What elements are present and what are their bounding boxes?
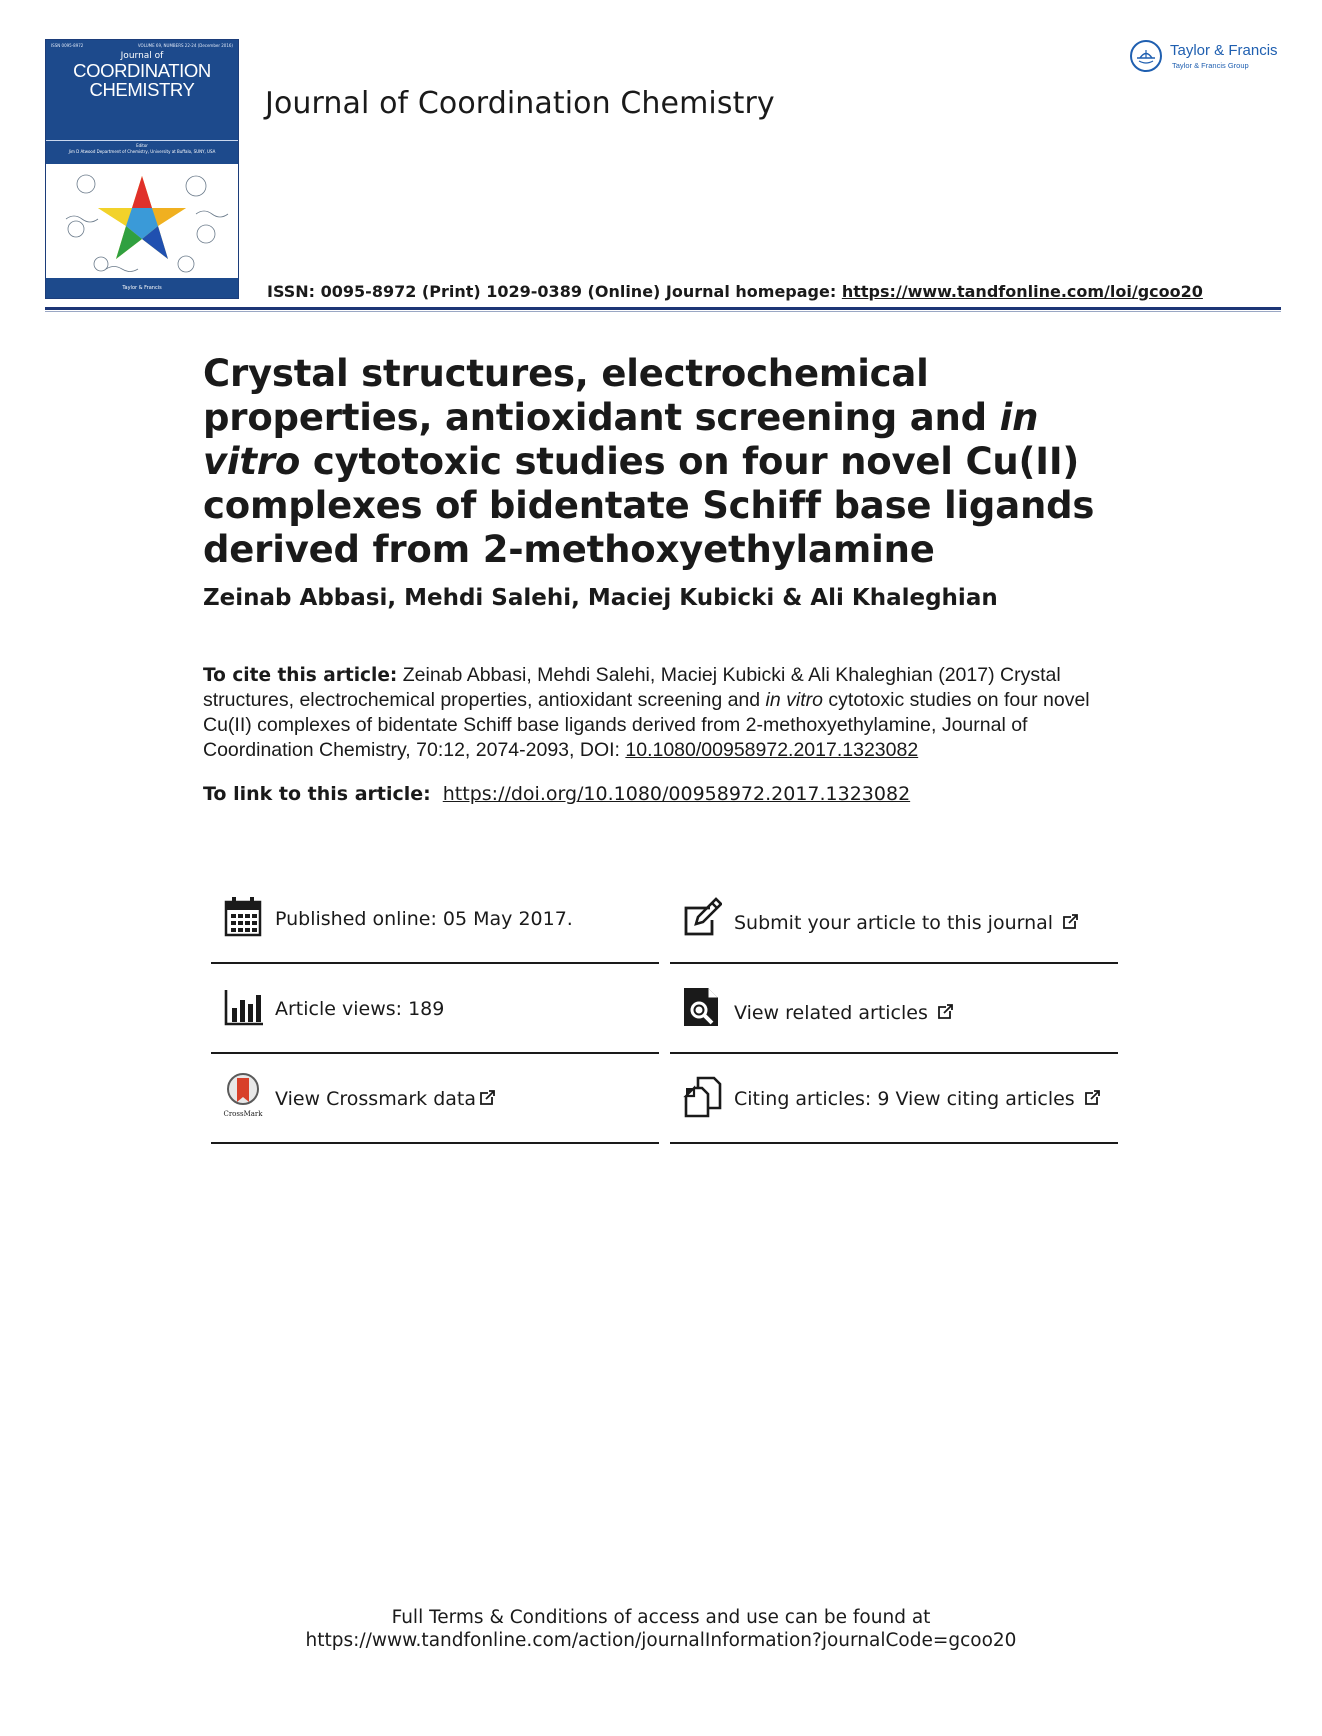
cover-volume: VOLUME 69, NUMBERS 22-24 (December 2016)	[137, 43, 233, 48]
terms-line1: Full Terms & Conditions of access and use can be found at	[391, 1607, 931, 1628]
article-link-line	[203, 783, 910, 805]
article-title-part2: cytotoxic studies on four novel Cu(II) complexes of bidentate Schiff base ligands derived from 2-methoxyethylamine	[203, 440, 1095, 571]
header-divider	[45, 307, 1281, 310]
journal-cover	[45, 39, 239, 299]
cell-divider	[211, 1142, 659, 1144]
citing-articles-text[interactable]: Citing articles: 9 View citing articles	[734, 1088, 1075, 1110]
link-label: To link to this article:	[203, 783, 431, 805]
cite-doi-link[interactable]: 10.1080/00958972.2017.1323082	[625, 739, 919, 761]
copy-documents-icon	[682, 1076, 722, 1118]
header-divider-thin	[45, 311, 1281, 312]
cover-title-line1: COORDINATION	[73, 60, 211, 81]
cite-label: To cite this article:	[203, 665, 398, 686]
crossmark-text[interactable]: View Crossmark data	[275, 1088, 477, 1110]
cover-editor: Jim D Atwood Department of Chemistry, University at Buffalo, SUNY, USA	[68, 149, 216, 154]
article-title-italic: in vitro	[203, 396, 1039, 483]
article-title-part1: Crystal structures, electrochemical properties, antioxidant screening and	[203, 352, 1000, 439]
external-link-icon	[478, 1089, 496, 1107]
external-link-icon	[1061, 913, 1079, 931]
article-views-cell	[211, 964, 659, 1054]
calendar-icon	[223, 896, 263, 938]
tf-logo-name: Taylor & Francis	[1170, 42, 1278, 59]
cover-editor-band	[46, 140, 238, 164]
published-online-cell	[211, 874, 659, 964]
external-link-icon	[1083, 1089, 1101, 1107]
taylor-francis-logo	[1130, 40, 1285, 76]
submit-article-text[interactable]: Submit your article to this journal	[734, 912, 1054, 934]
crossmark-cell[interactable]	[211, 1054, 659, 1144]
related-articles-label[interactable]	[734, 1002, 954, 1024]
crossmark-logo-text: CrossMark	[223, 1110, 263, 1118]
cover-star-illustration	[46, 164, 238, 280]
bar-chart-icon	[223, 986, 263, 1028]
related-articles-text[interactable]: View related articles	[734, 1002, 928, 1024]
related-articles-cell[interactable]	[670, 964, 1118, 1054]
crossmark-icon	[223, 1072, 263, 1118]
cite-text-part2: cytotoxic studies on four novel Cu(II) complexes of bidentate Schiff base ligands derived from 2-methoxyethylamine, Journal of Coordination Chemistry, 70:12, 2074-2093, DOI:	[203, 689, 1090, 761]
tf-logo-group: Taylor & Francis Group	[1172, 61, 1249, 70]
crossmark-label[interactable]	[275, 1088, 496, 1110]
published-online-label: Published online: 05 May 2017.	[275, 908, 573, 930]
cover-top	[46, 40, 238, 140]
citation-block	[203, 663, 1143, 763]
cover-title-line2: CHEMISTRY	[89, 79, 195, 100]
cover-publisher: Taylor & Francis	[46, 278, 238, 298]
article-doi-link[interactable]: https://doi.org/10.1080/00958972.2017.1323082	[442, 783, 911, 805]
journal-title: Journal of Coordination Chemistry	[265, 86, 775, 121]
citing-articles-label[interactable]	[734, 1088, 1101, 1110]
edit-icon	[682, 896, 722, 938]
tf-logo-icon	[1130, 40, 1162, 72]
submit-article-cell[interactable]	[670, 874, 1118, 964]
submit-article-label[interactable]	[734, 912, 1079, 934]
external-link-icon	[936, 1003, 954, 1021]
cover-artwork	[46, 164, 238, 280]
terms-url[interactable]: https://www.tandfonline.com/action/journalInformation?journalCode=gcoo20	[305, 1630, 1017, 1651]
citing-articles-cell[interactable]	[670, 1054, 1118, 1144]
issn-line	[267, 282, 1203, 301]
cite-text-part1: Zeinab Abbasi, Mehdi Salehi, Maciej Kubicki & Ali Khaleghian (2017) Crystal structures, electrochemical properties, antioxidant screening and	[203, 664, 1061, 711]
issn-text: ISSN: 0095-8972 (Print) 1029-0389 (Online) Journal homepage:	[267, 282, 842, 301]
cite-text-italic: in vitro	[765, 689, 823, 711]
terms-footer	[0, 1606, 1322, 1652]
search-document-icon	[682, 986, 722, 1028]
cover-journal-of: Journal of	[120, 51, 164, 61]
cover-editor-label: Editor	[136, 143, 148, 148]
article-views-label: Article views: 189	[275, 998, 445, 1020]
article-authors: Zeinab Abbasi, Mehdi Salehi, Maciej Kubicki & Ali Khaleghian	[203, 585, 998, 611]
article-title	[203, 352, 1143, 572]
cell-divider	[670, 1142, 1118, 1144]
journal-homepage-link[interactable]: https://www.tandfonline.com/loi/gcoo20	[841, 282, 1203, 301]
cover-issn: ISSN 0095-8972	[51, 43, 84, 48]
